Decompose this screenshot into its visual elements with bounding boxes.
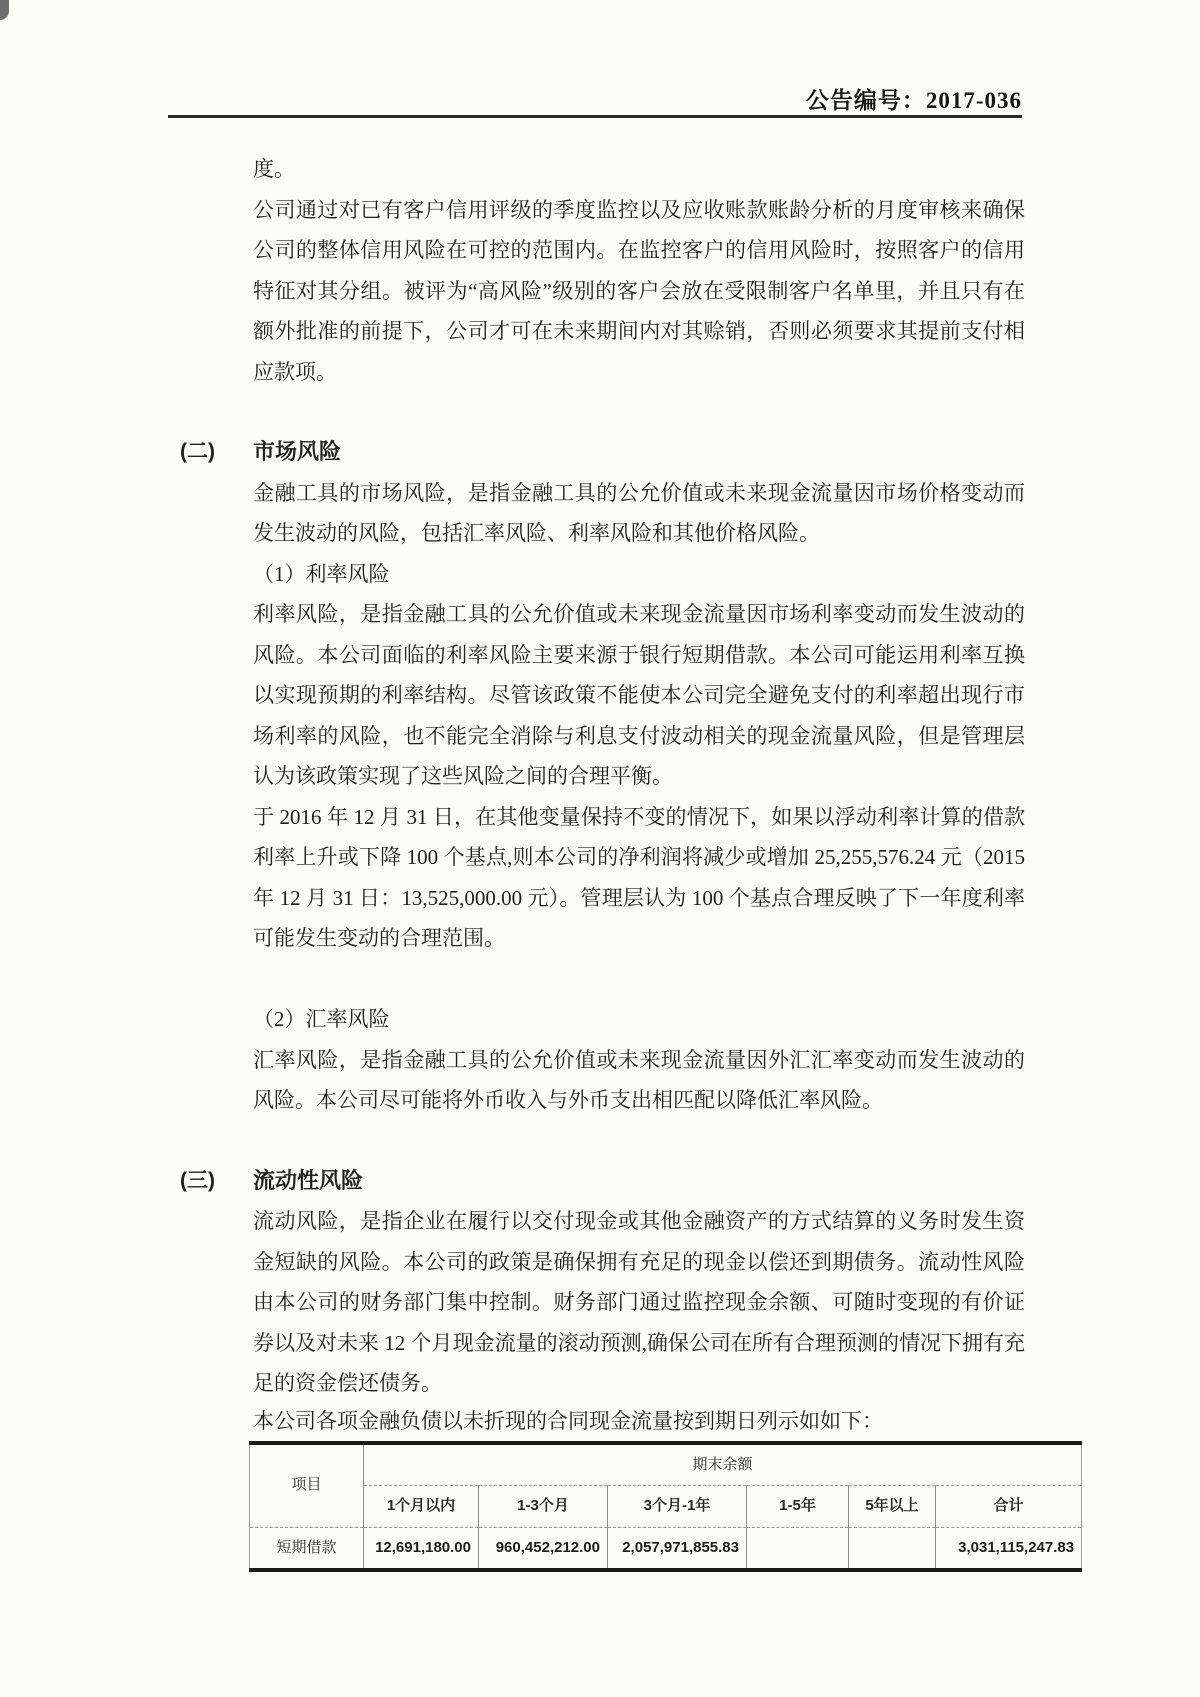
section-title-liquidity-risk: 流动性风险 [253, 1167, 364, 1193]
carryover-line: 度。 [253, 157, 295, 181]
table-header-row-buckets [250, 1486, 1082, 1528]
table-intro-line: 本公司各项金融负债以未折现的合同现金流量按到期日列示如如下： [253, 1408, 883, 1433]
section-liquidity-risk [180, 1161, 1025, 1202]
paragraph-interest-rate-risk-1: 利率风险，是指金融工具的公允价值或未来现金流量因市场利率变动而发生波动的风险。本公司面临的利率风险主要来源于银行短期借款。本公司可能运用利率互换以实现预期的利率结构。尽管该政策不能使本公司完全避免支付的利率超出现行市场利率的风险，也不能完全消除与利息支付波动相关的现金流量风险，但是管理层认为该政策实现了这些风险之间的合理平衡。 [253, 602, 1025, 788]
header-rule [168, 115, 1022, 118]
value-within-1-month: 12,691,180.00 [364, 1527, 479, 1570]
subsection-heading-exchange-rate-risk: （2）汇率风险 [253, 1007, 390, 1031]
scan-artifact [0, 0, 9, 20]
col-header-1-5-years: 1-5年 [747, 1486, 849, 1528]
announcement-number: 公告编号：2017-036 [805, 88, 1022, 113]
paragraph-interest-rate-sensitivity: 于 2016 年 12 月 31 日，在其他变量保持不变的情况下，如果以浮动利率计算的借款利率上升或下降 100 个基点,则本公司的净利润将减少或增加 25,255,576.24 元（2015 年 12 月 31 日：13,525,000.00 元）。管理层认为 100 个基点合理反映了下一年度利率可能发生变动的合理范围。 [253, 804, 1025, 950]
value-total: 3,031,115,247.83 [936, 1527, 1082, 1570]
section-label-liquidity-risk: (三) [180, 1168, 215, 1192]
paragraph-exchange-rate-risk: 汇率风险，是指金融工具的公允价值或未来现金流量因外汇汇率变动而发生波动的风险。本公司尽可能将外币收入与外币支出相匹配以降低汇率风险。 [253, 1047, 1025, 1112]
value-3-months-1-year: 2,057,971,855.83 [608, 1527, 747, 1570]
section-title-market-risk: 市场风险 [253, 439, 342, 464]
paragraph-credit-risk: 公司通过对已有客户信用评级的季度监控以及应收账款账龄分析的月度审核来确保公司的整体信用风险在可控的范围内。在监控客户的信用风险时，按照客户的信用特征对其分组。被评为“高风险”级别的客户会放在受限制客户名单里，并且只有在额外批准的前提下，公司才可在未来期间内对其赊销，否则必须要求其提前支付相应款项。 [253, 197, 1025, 384]
col-header-over-5-years: 5年以上 [849, 1486, 936, 1528]
table-header-row-group [250, 1443, 1082, 1486]
paragraph-market-risk-definition: 金融工具的市场风险，是指金融工具的公允价值或未来现金流量因市场价格变动而发生波动的风险，包括汇率风险、利率风险和其他价格风险。 [253, 480, 1025, 545]
section-label-market-risk: (二) [180, 440, 215, 463]
document-body [180, 149, 1075, 1572]
value-over-5-years [849, 1527, 936, 1570]
col-header-total: 合计 [936, 1486, 1082, 1528]
col-header-within-1-month: 1个月以内 [364, 1486, 479, 1528]
table-header-item: 项目 [250, 1443, 364, 1528]
col-header-1-3-months: 1-3个月 [479, 1486, 608, 1528]
paragraph-liquidity-risk: 流动风险，是指企业在履行以交付现金或其他金融资产的方式结算的义务时发生资金短缺的风险。本公司的政策是确保拥有充足的现金以偿还到期债务。流动性风险由本公司的财务部门集中控制。财务部门通过监控现金余额、可随时变现的有价证券以及对未来 12 个月现金流量的滚动预测,确保公司在所有合理预测的情况下拥有充足的资金偿还债务。 [253, 1209, 1025, 1395]
table-header-closing-balance: 期末余额 [364, 1443, 1082, 1486]
col-header-3-months-1-year: 3个月-1年 [608, 1486, 747, 1528]
maturity-table [249, 1441, 1082, 1573]
row-label-short-term-borrowings: 短期借款 [276, 1538, 337, 1556]
section-market-risk [180, 432, 1025, 473]
value-1-5-years [747, 1527, 849, 1570]
subsection-heading-interest-rate-risk: （1）利率风险 [253, 561, 390, 586]
table-row-short-term-borrowings [250, 1527, 1082, 1570]
value-1-3-months: 960,452,212.00 [479, 1527, 608, 1570]
